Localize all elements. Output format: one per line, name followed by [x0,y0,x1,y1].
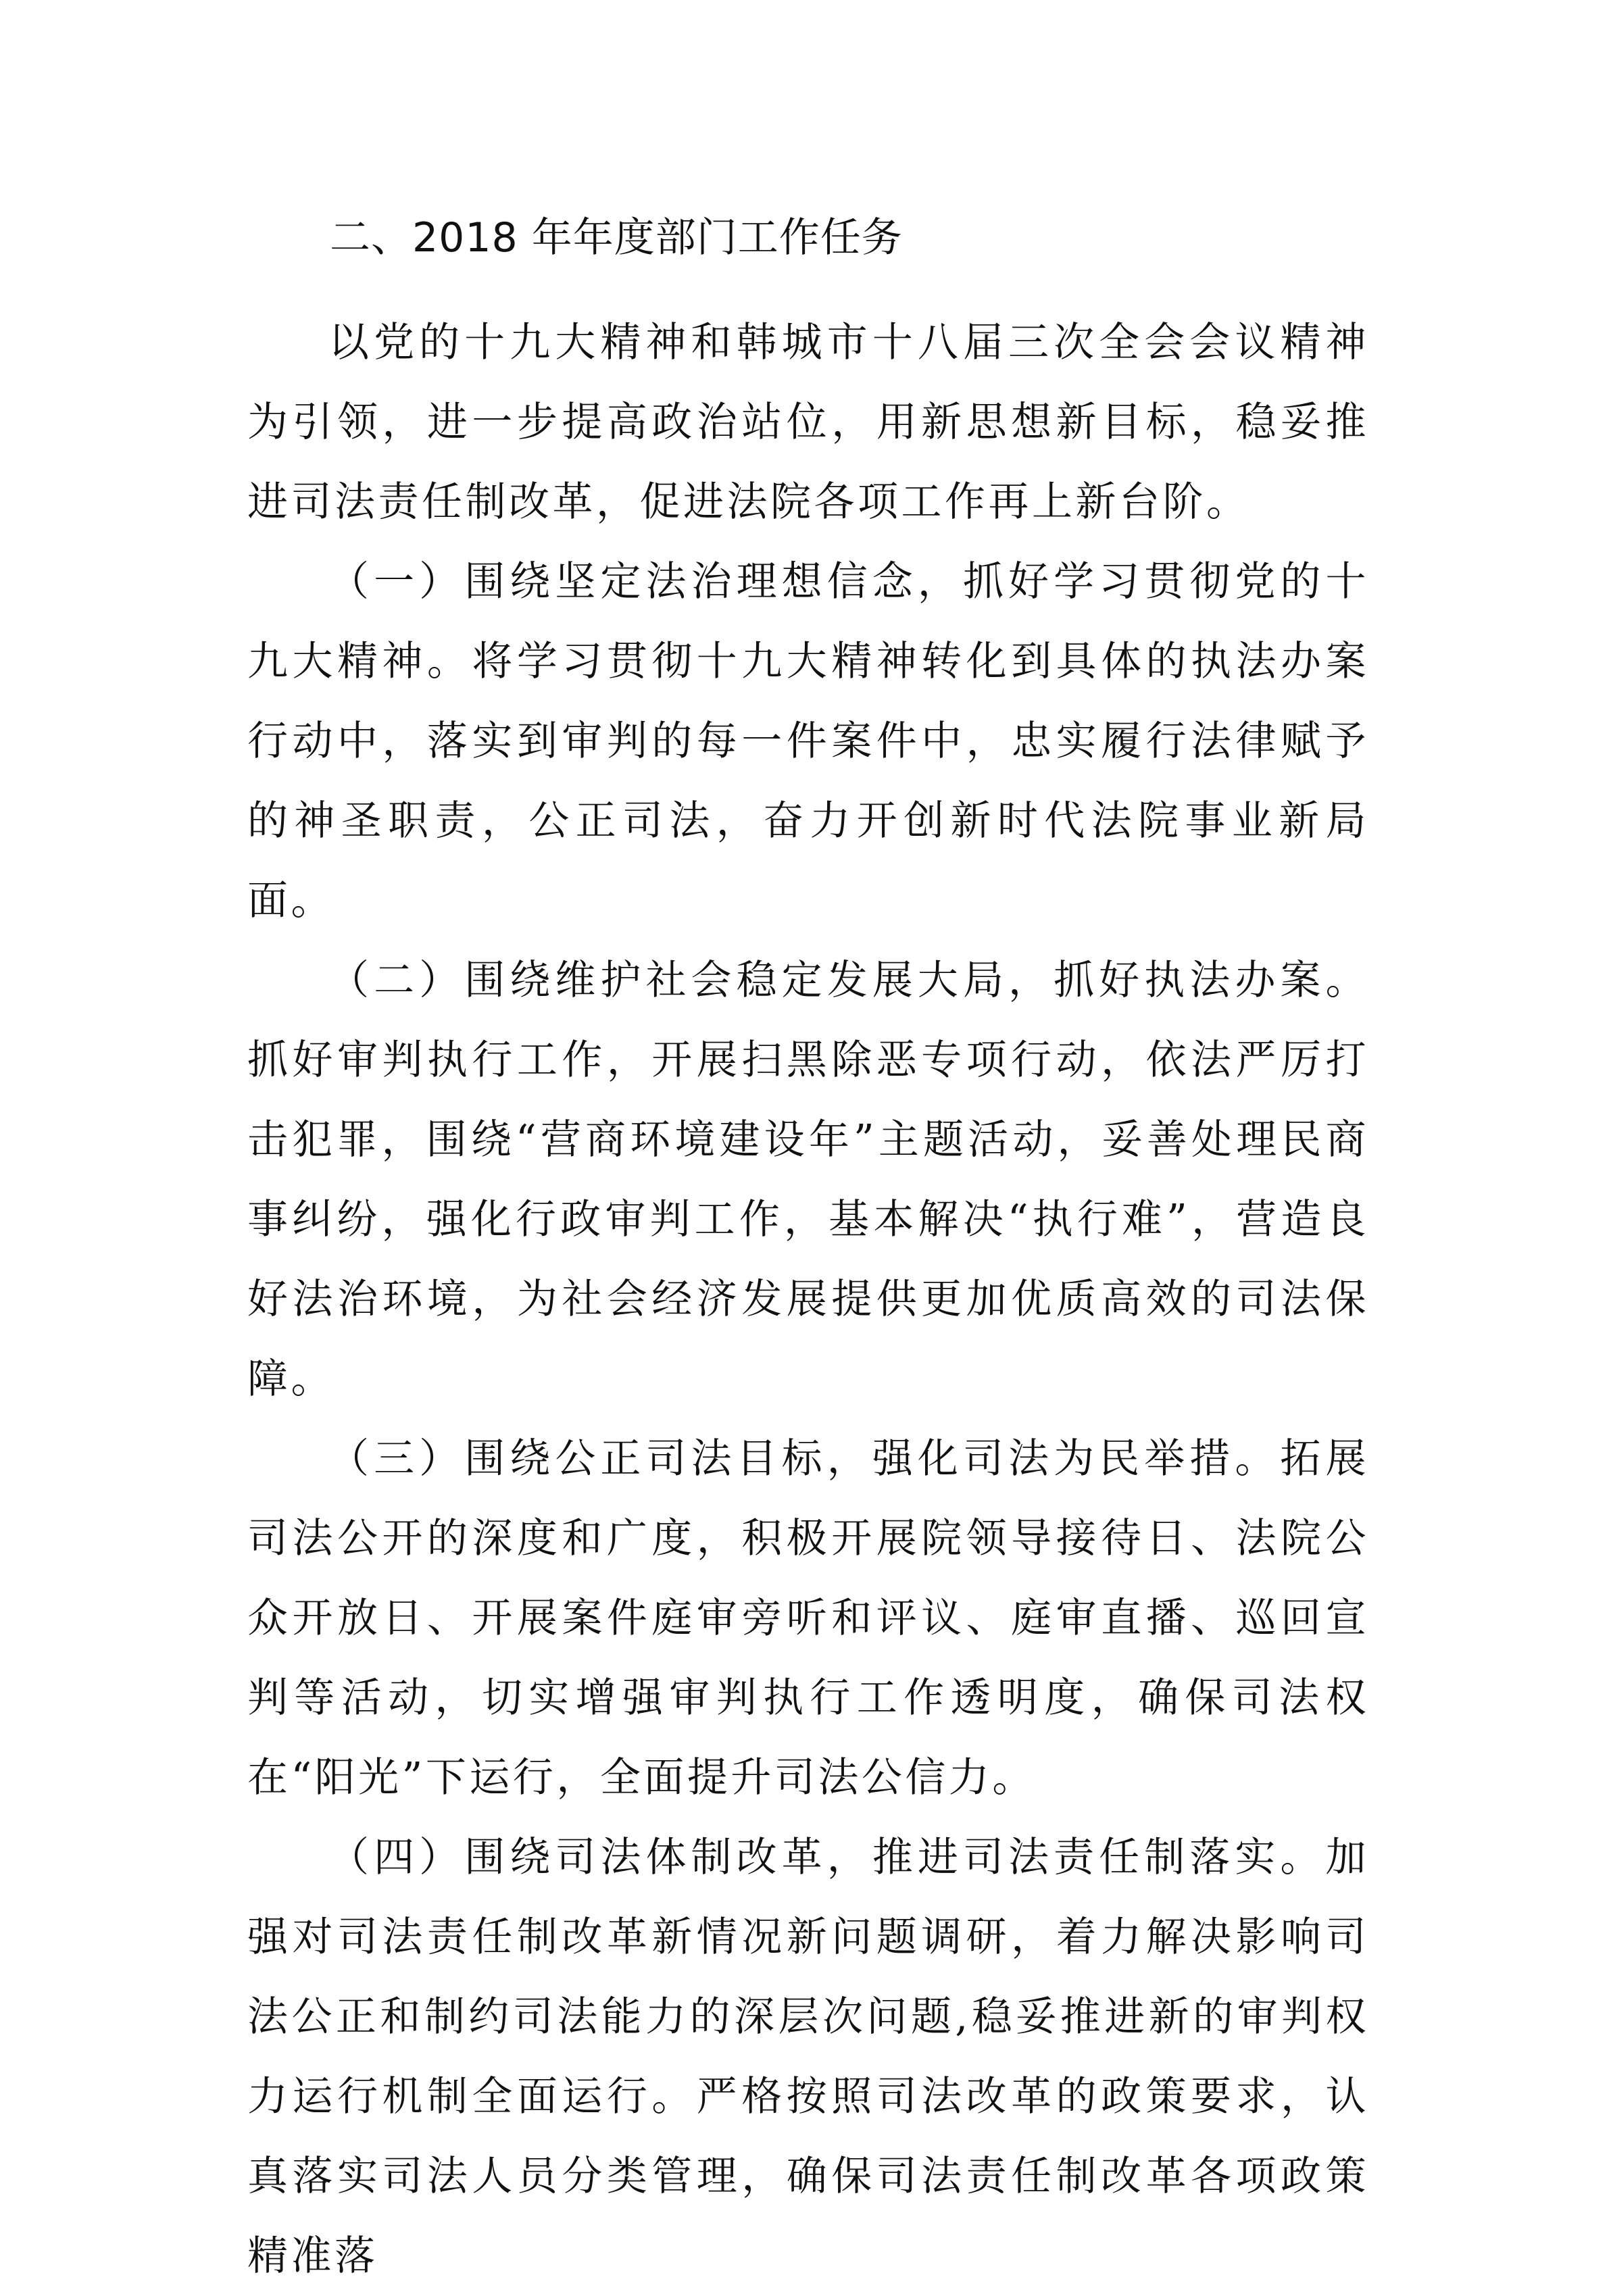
paragraph-item-2: （二）围绕维护社会稳定发展大局，抓好执法办案。抓好审判执行工作，开展扫黑除恶专项行动，依法严厉打击犯罪，围绕“营商环境建设年”主题活动，妥善处理民商事纠纷，强化行政审判工作，基本解决“执行难”，营造良好法治环境，为社会经济发展提供更加优质高效的司法保障。 [247,957,1369,1403]
section-heading: 二、2018 年年度部门工作任务 [330,214,903,261]
body-text [247,303,1369,2296]
paragraph-item-1: （一）围绕坚定法治理想信念，抓好学习贯彻党的十九大精神。将学习贯彻十九大精神转化到具体的执法办案行动中，落实到审判的每一件案件中，忠实履行法律赋予的神圣职责，公正司法，奋力开创新时代法院事业新局面。 [247,558,1369,924]
paragraph-intro: 以党的十九大精神和韩城市十八届三次全会会议精神为引领，进一步提高政治站位，用新思想新目标，稳妥推进司法责任制改革，促进法院各项工作再上新台阶。 [247,319,1369,526]
paragraph-item-4: （四）围绕司法体制改革，推进司法责任制落实。加强对司法责任制改革新情况新问题调研，着力解决影响司法公正和制约司法能力的深层次问题,稳妥推进新的审判权力运行机制全面运行。严格按照司法改革的政策要求，认真落实司法人员分类管理，确保司法责任制改革各项政策精准落 [247,1834,1369,2280]
paragraph-item-3: （三）围绕公正司法目标，强化司法为民举措。拓展司法公开的深度和广度，积极开展院领导接待日、法院公众开放日、开展案件庭审旁听和评议、庭审直播、巡回宣判等活动，切实增强审判执行工作透明度，确保司法权在“阳光”下运行，全面提升司法公信力。 [247,1435,1369,1801]
